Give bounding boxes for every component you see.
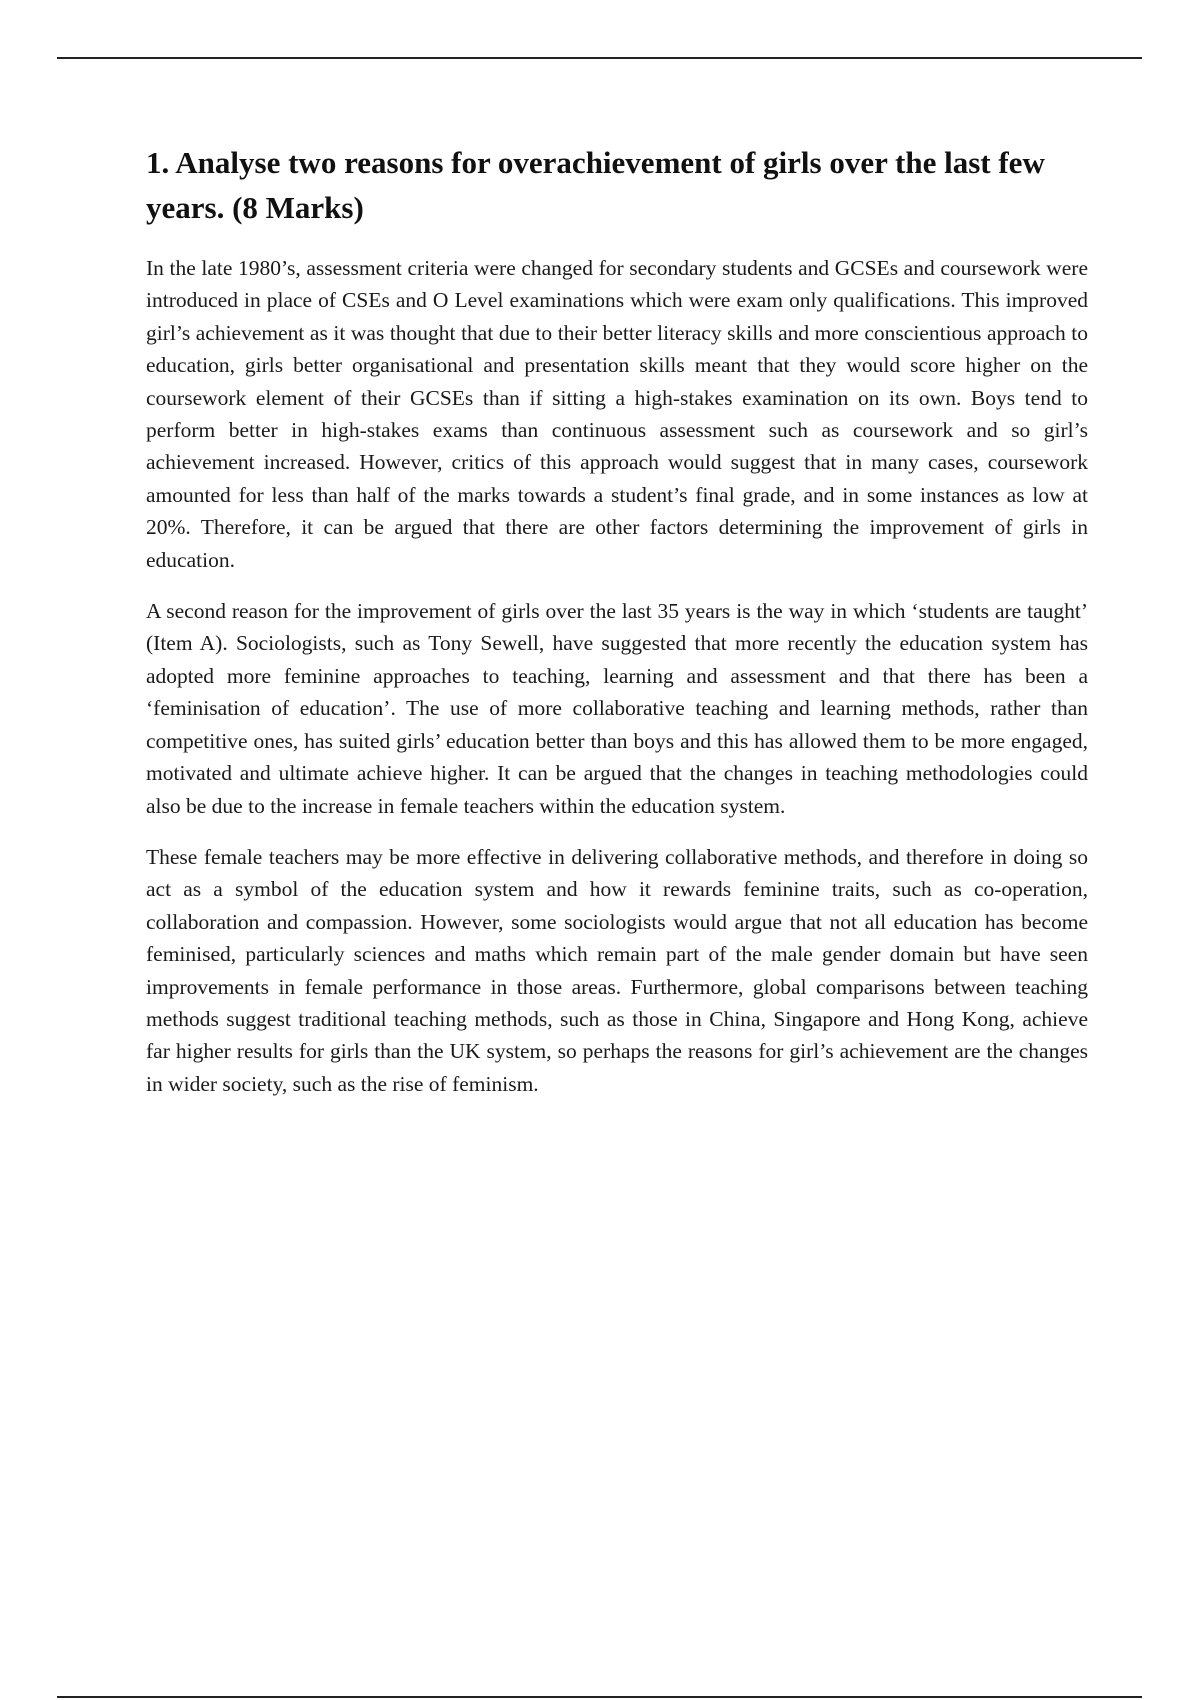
document-body [146, 140, 1088, 1119]
paragraph-coursework: In the late 1980’s, assessment criteria were changed for secondary students and GCSEs and coursework were introduced in place of CSEs and O Level examinations which were exam only qualifications. This improved girl’s achievement as it was thought that due to their better literacy skills and more conscientious approach to education, girls better organisational and presentation skills meant that they would score higher on the coursework element of their GCSEs than if sitting a high-stakes examination on its own. Boys tend to perform better in high-stakes exams than continuous assessment such as coursework and so girl’s achievement increased. However, critics of this approach would suggest that in many cases, coursework amounted for less than half of the marks towards a student’s final grade, and in some instances as low at 20%. Therefore, it can be argued that there are other factors determining the improvement of girls in education. [146, 256, 1088, 572]
top-divider [57, 57, 1142, 59]
paragraph-female-teachers: These female teachers may be more effective in delivering collaborative methods, and therefore in doing so act as a symbol of the education system and how it rewards feminine traits, such as co-operation, collaboration and compassion. However, some sociologists would argue that not all education has become feminised, particularly sciences and maths which remain part of the male gender domain but have seen improvements in female performance in those areas. Furthermore, global comparisons between teaching methods suggest traditional teaching methods, such as those in China, Singapore and Hong Kong, achieve far higher results for girls than the UK system, so perhaps the reasons for girl’s achievement are the changes in wider society, such as the rise of feminism. [146, 844, 1088, 1096]
bottom-divider [57, 1696, 1142, 1698]
question-heading: 1. Analyse two reasons for overachievement of girls over the last few years. (8 Marks) [146, 145, 1045, 225]
paragraph-feminisation: A second reason for the improvement of girls over the last 35 years is the way in which ‘students are taught’ (Item A). Sociologists, such as Tony Sewell, have suggested that more recently the education system has adopted more feminine approaches to teaching, learning and assessment and that there has been a ‘feminisation of education’. The use of more collaborative teaching and learning methods, rather than competitive ones, has suited girls’ education better than boys and this has allowed them to be more engaged, motivated and ultimate achieve higher. It can be argued that the changes in teaching methodologies could also be due to the increase in female teachers within the education system. [146, 599, 1088, 818]
